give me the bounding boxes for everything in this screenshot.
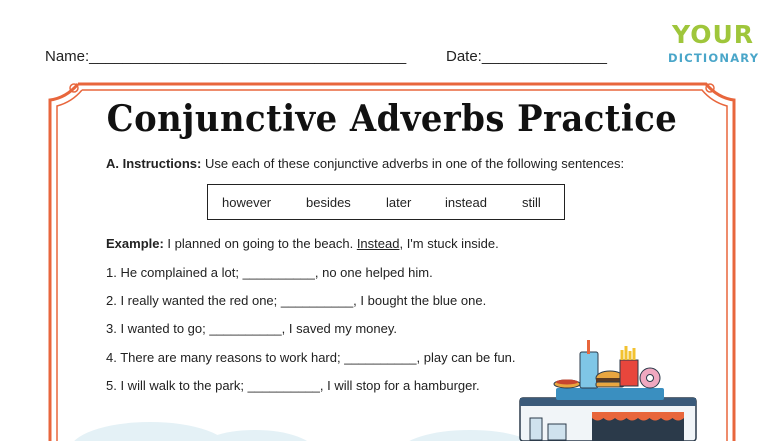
instructions-label: A. Instructions:: [106, 156, 202, 171]
sentence-1: 1. He complained a lot; __________, no one helped him.: [106, 265, 433, 280]
date-field-line: Date:_______________: [446, 48, 607, 65]
instructions-text: Use each of these conjunctive adverbs in one of the following sentences:: [201, 156, 625, 171]
example-answer: Instead: [356, 236, 400, 251]
worksheet-title: Conjunctive Adverbs Practice: [106, 98, 678, 140]
word-bank-item: besides: [306, 195, 351, 210]
sentence-5: 5. I will walk to the park; __________, I will stop for a hamburger.: [106, 378, 480, 393]
example-after: , I'm stuck inside.: [399, 236, 499, 251]
word-bank-item: still: [522, 195, 541, 210]
sentence-2: 2. I really wanted the red one; __________, I bought the blue one.: [106, 293, 487, 308]
sentence-3: 3. I wanted to go; __________, I saved my money.: [106, 321, 398, 336]
sentence-4: 4. There are many reasons to work hard; __________, play can be fun.: [106, 350, 516, 365]
word-bank-item: however: [222, 195, 272, 210]
example-before: I planned on going to the beach.: [163, 236, 357, 251]
example-label: Example:: [106, 236, 164, 251]
logo-your-text: YOUR: [672, 20, 755, 49]
logo-dictionary-text: DICTIONARY: [668, 51, 760, 65]
word-bank-item: later: [386, 195, 412, 210]
name-field-line: Name:______________________________________: [45, 48, 407, 65]
word-bank-item: instead: [445, 195, 487, 210]
